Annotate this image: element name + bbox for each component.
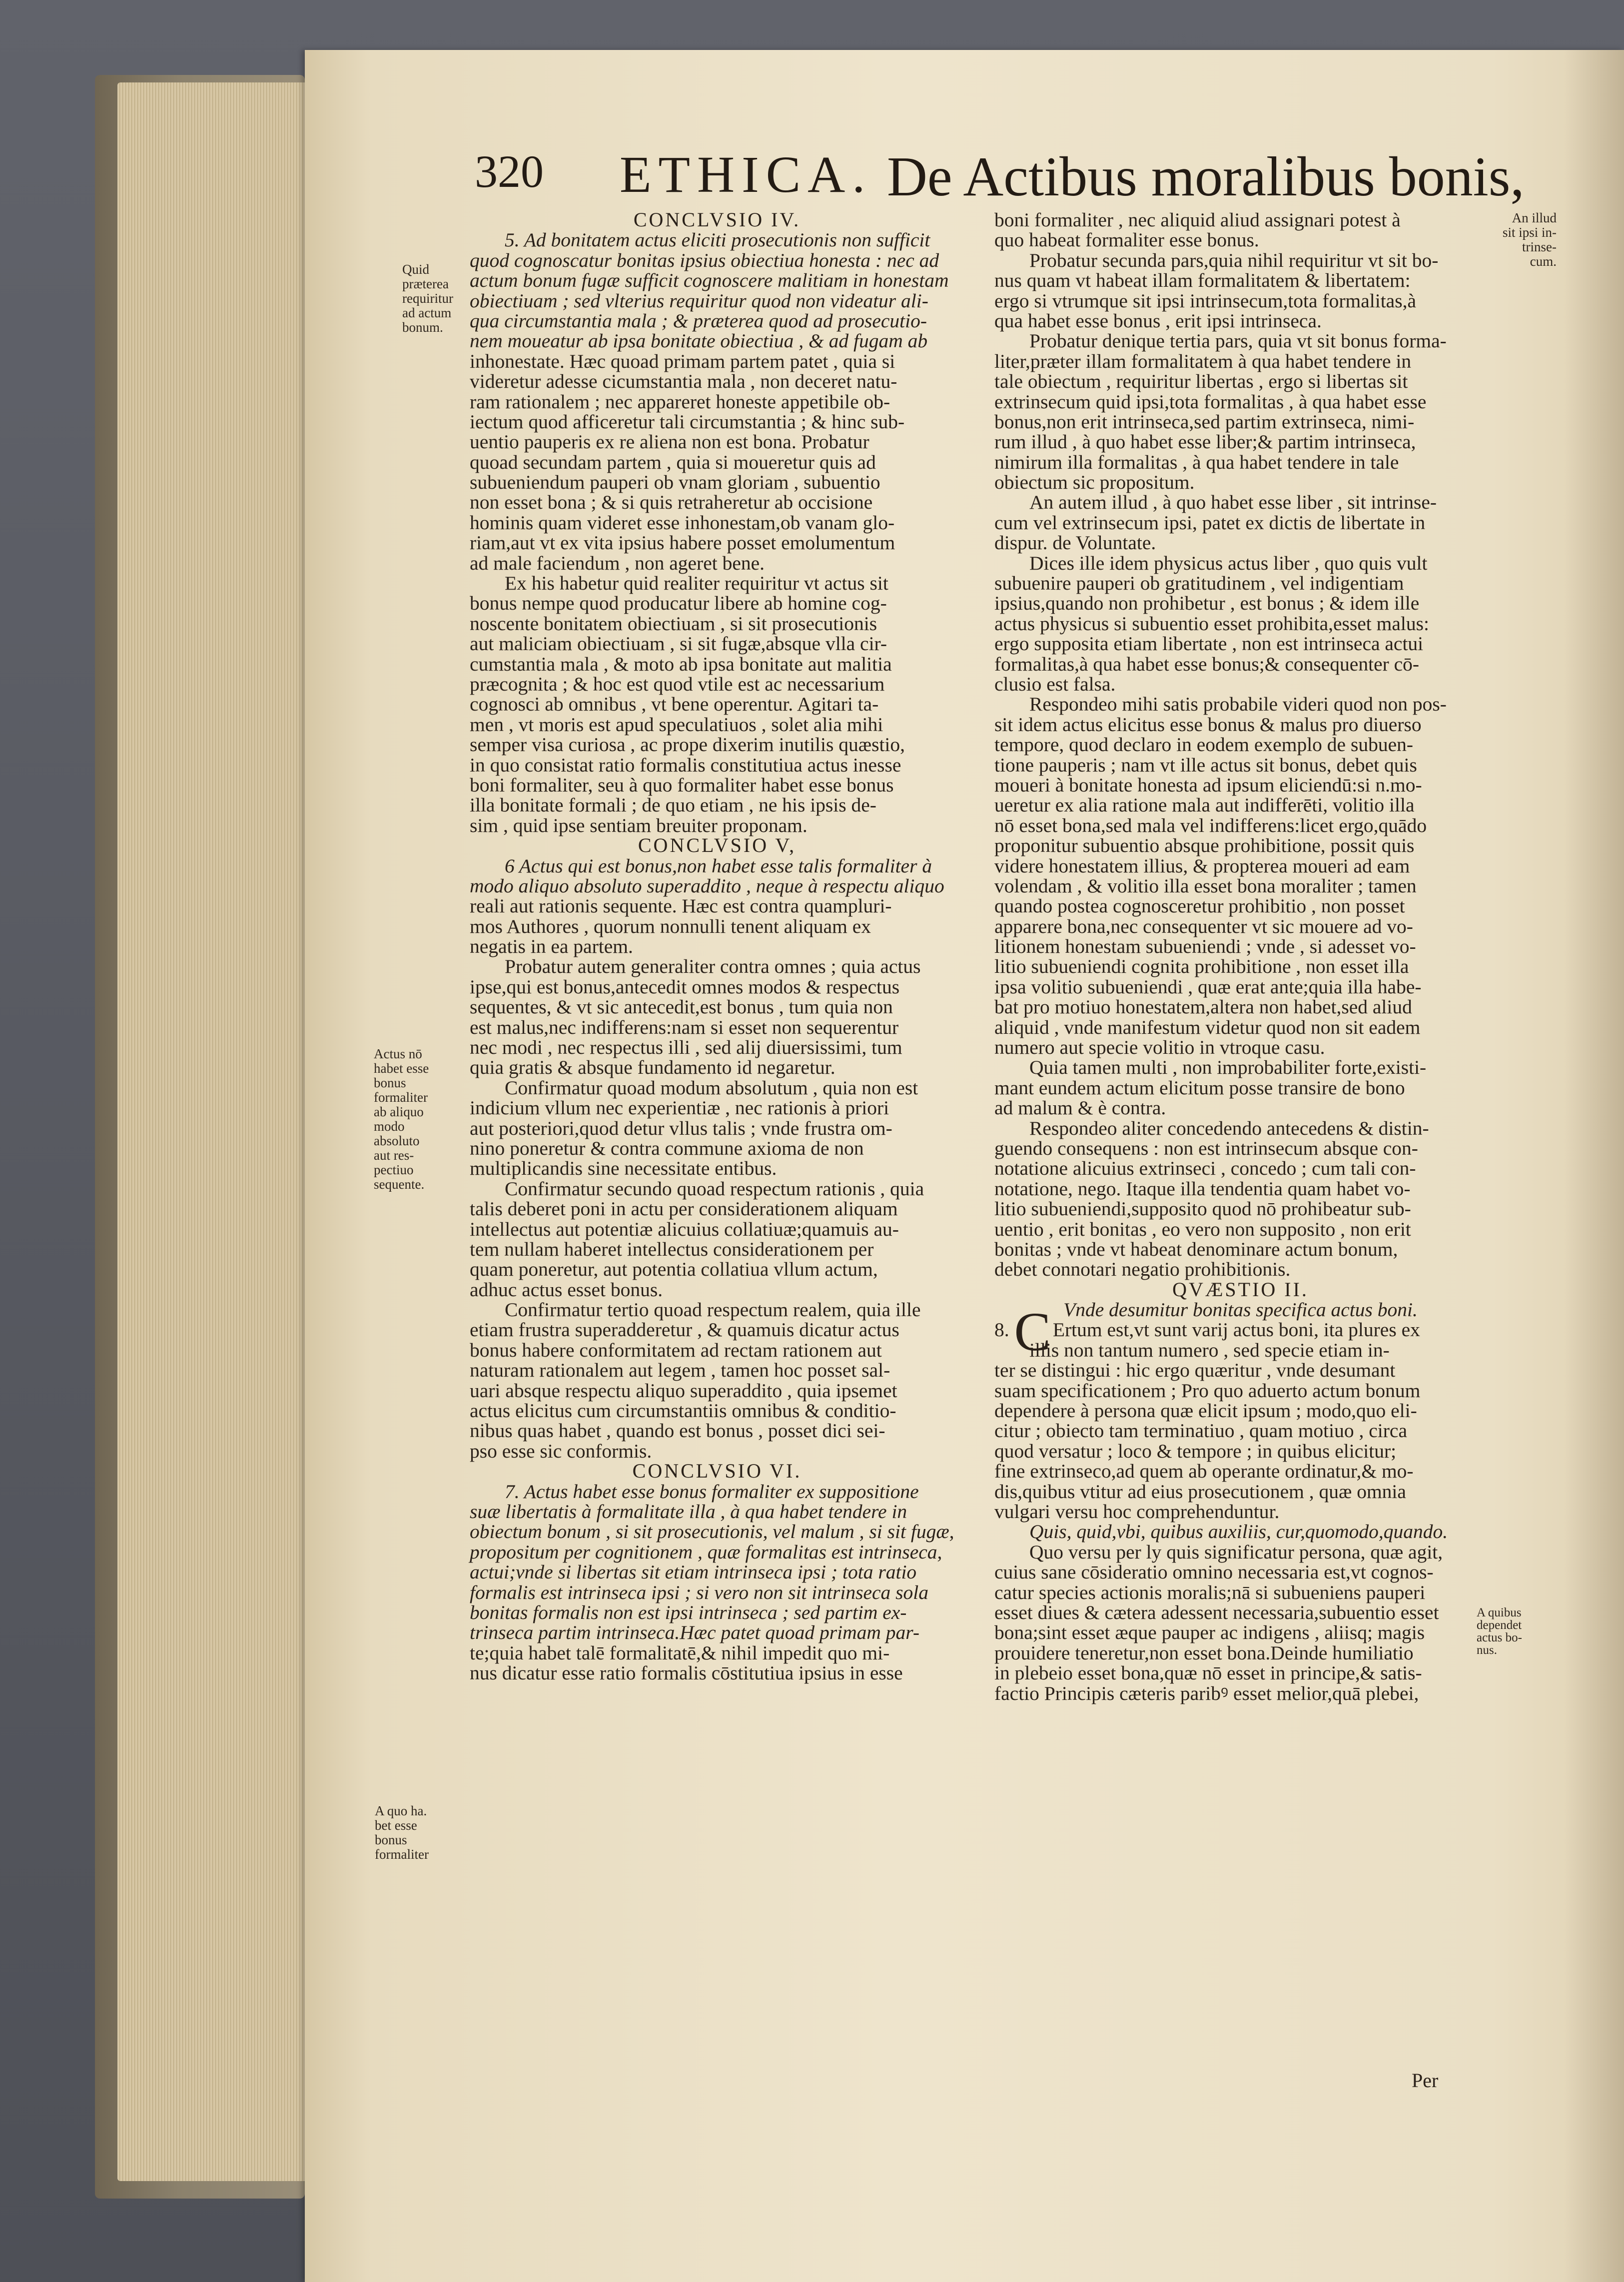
text-line: nibus quas habet , quando est bonus , posset dici sei- [470, 1420, 885, 1442]
margin-note-a-quo [375, 1804, 465, 1862]
text-line: notatione alicuius extrinseci , concedo ; cum tali con- [994, 1157, 1416, 1180]
text-line: volendam , & volitio illa esset bona moraliter ; tamen [994, 874, 1417, 897]
text-line: hominis quam videret esse inhonestam,ob vanam glo- [470, 511, 895, 534]
text-line: cum vel extrinsecum ipsi, patet ex dictis de libertate in [994, 511, 1426, 534]
margin-note-line: requiritur [402, 291, 453, 306]
text-line: quo habeat formaliter esse bonus. [994, 229, 1259, 251]
text-line: cumstantia mala , & moto ab ipsa bonitate aut malitia [470, 653, 892, 675]
text-line: litionem honestam subueniendi ; vnde , si adesset vo- [994, 935, 1416, 958]
text-line: factio Principis cæteris paribꝰ esset melior,quā plebei, [994, 1682, 1419, 1704]
text-line: Probatur denique tertia pars, quia vt sit bonus forma- [1029, 330, 1447, 352]
margin-note-line: cum. [1530, 254, 1557, 269]
text-line: litio subueniendi,supposito quod nō prohibeatur sub- [994, 1198, 1411, 1220]
text-line: obiectum bonum , si sit prosecutionis, vel malum , si sit fugæ, [470, 1521, 954, 1543]
text-line: bonus habere conformitatem ad rectam rationem aut [470, 1339, 882, 1361]
text-line: ipsa volitio subueniendi , quæ erat ante;quia illa habe- [994, 975, 1422, 998]
text-line: Quo versu per ly quis significatur persona, quæ agit, [1029, 1540, 1443, 1563]
text-line: 7. Actus habet esse bonus formaliter ex suppositione [505, 1480, 919, 1503]
margin-note-line: formaliter [375, 1847, 429, 1862]
text-line: iectum quod afficeretur tali circumstantia ; & hinc sub- [470, 410, 905, 433]
text-line: est malus,nec indifferens:nam si esset non sequerentur [470, 1016, 899, 1038]
text-line: Respondeo aliter concedendo antecedens & distin- [1029, 1117, 1429, 1139]
text-line: noscente bonitatem obiectiuam , si sit prosecutionis [470, 612, 877, 635]
text-line: pso esse sic conformis. [470, 1440, 652, 1462]
text-line: 5. Ad bonitatem actus eliciti prosecutionis non sufficit [505, 229, 930, 251]
margin-note-line: bonus [375, 1832, 407, 1847]
text-line: QVÆSTIO II. [1172, 1278, 1309, 1301]
page-gutter-shadow [1564, 50, 1624, 2282]
running-head-left: ETHICA. [620, 146, 872, 203]
margin-note-line: sit ipsi in- [1502, 225, 1557, 240]
margin-note-line: habet esse [374, 1061, 429, 1076]
text-line: uentio , erit bonitas , eo vero non supposito , non erit [994, 1218, 1411, 1240]
text-line: An autem illud , à quo habet esse liber , sit intrinse- [1029, 491, 1437, 514]
text-line: vulgari versu hoc comprehenduntur. [994, 1501, 1280, 1522]
text-line: qua habet esse bonus , erit ipsi intrinseca. [994, 309, 1322, 332]
text-line: tempore, quod declaro in eodem exemplo de subuen- [994, 734, 1414, 756]
text-line: Probatur secunda pars,quia nihil requiritur vt sit bo- [1029, 249, 1439, 271]
text-line: ergo supposita etiam libertate , non est intrinseca actui [994, 633, 1424, 655]
page-block-edges [117, 82, 327, 2181]
text-line: dependere à persona quæ elicit ipsum ; modo,quo eli- [994, 1400, 1417, 1422]
text-line: indicium vllum nec experientiæ , nec rationis à priori [470, 1097, 889, 1119]
text-line: intellectus aut potentiæ alicuius collatiuæ;quamuis au- [470, 1218, 899, 1240]
text-line: formalis est intrinseca ipsi ; si vero non sit intrinseca sola [470, 1581, 928, 1603]
text-line: cognosci ab omnibus , vt bene operentur. Agitari ta- [470, 693, 879, 716]
text-line: esset diues & cætera adessent necessaria,subuentio esset [994, 1601, 1439, 1623]
text-line: bonus,non erit intrinseca,sed partim extrinseca, nimi- [994, 410, 1415, 433]
text-line: tale obiectum , requiritur libertas , ergo si libertas sit [994, 370, 1408, 393]
text-line: reali aut rationis sequente. Hæc est contra quampluri- [470, 895, 892, 917]
margin-note-line: actus bo- [1477, 1631, 1522, 1644]
text-line: mos Authores , quorum nonnulli tenent aliquam ex [470, 915, 871, 937]
text-line: negatis in ea partem. [470, 935, 633, 958]
text-line: ad malum & è contra. [994, 1097, 1166, 1119]
text-line: Confirmatur secundo quoad respectum rationis , quia [505, 1177, 924, 1200]
margin-note-line: bonum. [402, 320, 443, 335]
text-line: ad male faciendum , non ageret bene. [470, 552, 765, 574]
text-line: CONCLVSIO VI. [632, 1460, 802, 1483]
text-line: sequentes, & vt sic antecedit,est bonus , tum quia non [470, 996, 893, 1018]
text-line: litio subueniendi cognita prohibitione , non esset illa [994, 955, 1409, 978]
text-line: bonus nempe quod producatur libere ab homine cog- [470, 592, 887, 615]
text-line: bonitas ; vnde vt habeat denominare actum bonum, [994, 1238, 1398, 1260]
text-line: Quia tamen multi , non improbabiliter forte,existi- [1029, 1056, 1427, 1079]
margin-note-line: ad actum [402, 305, 452, 320]
margin-note-line: An illud [1512, 210, 1557, 225]
text-line: tione pauperis ; nam vt ille actus sit bonus, debet quis [994, 754, 1417, 776]
margin-note-actus-non [374, 1047, 464, 1192]
text-line: apparere bona,nec consequenter vt sic mouere ad vo- [994, 915, 1413, 937]
text-line: catur species actionis moralis;nā si subueniens pauperi [994, 1581, 1426, 1603]
text-line: sit idem actus elicitus esse bonus & malus pro diuerso [994, 713, 1422, 736]
text-line: ipse,qui est bonus,antecedit omnes modos & respectus [470, 975, 900, 998]
text-line: 6 Actus qui est bonus,non habet esse talis formaliter à [505, 854, 932, 877]
text-line: guendo consequens : non est intrinsecum absque con- [994, 1137, 1418, 1159]
text-line: Dices ille idem physicus actus liber , quo quis vult [1029, 552, 1428, 574]
text-line: dispur. de Voluntate. [994, 532, 1156, 554]
text-line: quod versatur ; loco & tempore ; in quibus elicitur; [994, 1440, 1397, 1462]
text-line: notatione, nego. Itaque illa tendentia quam habet vo- [994, 1177, 1411, 1200]
text-line: formalitas,à qua habet esse bonus;& consequenter cō- [994, 653, 1420, 675]
text-line: etiam frustra superadderetur , & quamuis dicatur actus [470, 1319, 899, 1341]
catchword: Per [1412, 2069, 1439, 2092]
text-line: nus quam vt habeat illam formalitatem & libertatem: [994, 269, 1411, 292]
text-line: actum bonum fugæ sufficit cognoscere malitiam in honestam [470, 269, 949, 292]
text-line: aut posteriori,quod detur vllus talis ; vnde frustra om- [470, 1117, 892, 1139]
text-line: liter,præter illam formalitatem à qua habet tendere in [994, 350, 1412, 372]
text-line: prouidere teneretur,non esset bona.Deinde humiliatio [994, 1641, 1414, 1664]
text-line: proponitur subuentio absque prohibitione, possit quis [994, 834, 1415, 857]
text-line: qua circumstantia mala ; & præterea quod ad prosecutio- [470, 309, 927, 332]
margin-note-a-quibus [1477, 1606, 1552, 1656]
text-line: non esset bona ; & si quis retraheretur ab occisione [470, 491, 873, 514]
text-line: ram rationalem ; nec appareret honeste appetibile ob- [470, 390, 890, 413]
text-line: adhuc actus esset bonus. [470, 1278, 663, 1301]
text-line: aut maliciam obiectiuam , si sit fugæ,absque vlla cir- [470, 633, 887, 655]
text-line: obiectum sic propositum. [994, 471, 1195, 494]
text-line: moueri à bonitate honesta ad ipsum eliciendū:si n.mo- [994, 773, 1422, 796]
text-line: talis deberet poni in actu per considerationem aliquam [470, 1198, 898, 1220]
text-line: sim , quid ipse sentiam breuiter proponam. [470, 814, 808, 836]
margin-note-line: pectiuo [374, 1162, 414, 1177]
text-line: nō esset bona,sed mala vel indifferens:licet ergo,quādo [994, 814, 1427, 836]
margin-note-line: absoluto [374, 1133, 420, 1148]
text-line: obiectiuam ; sed vlterius requiritur quod non videatur ali- [470, 289, 928, 312]
margin-note-line: trinse- [1522, 239, 1557, 254]
text-line: Respondeo mihi satis probabile videri quod non pos- [1029, 693, 1447, 716]
text-line: trinseca partim intrinseca.Hæc patet quoad primam par- [470, 1621, 919, 1644]
text-line: Confirmatur quoad modum absolutum , quia non est [505, 1076, 918, 1099]
text-line: Ex his habetur quid realiter requiritur vt actus sit [505, 572, 888, 595]
text-line: boni formaliter, seu à quo formaliter habet esse bonus [470, 773, 894, 796]
text-line: fine extrinseco,ad quem ab operante ordinatur,& mo- [994, 1460, 1414, 1483]
text-line: riam,aut vt ex vita ipsius habere posset emolumentum [470, 532, 895, 554]
text-line: citur ; obiecto tam terminatiuo , quam motiuo , circa [994, 1420, 1407, 1442]
text-line: illa bonitate formali ; de quo etiam , ne his ipsis de- [470, 794, 876, 816]
margin-note-line: A quibus [1477, 1606, 1522, 1619]
text-line: ipsius,quando non prohibetur , est bonus ; & idem ille [994, 592, 1420, 615]
running-head-right: De Actibus moralibus bonis, [887, 146, 1525, 208]
text-line: extrinsecum quid ipsi,tota formalitas , à qua habet esse [994, 390, 1427, 413]
margin-note-line: Actus nō [374, 1046, 422, 1061]
text-line: subuenire pauperi ob gratitudinem , vel indigentiam [994, 572, 1404, 595]
text-line: actus physicus si subuentio esset prohibita,esset malus: [994, 612, 1429, 635]
margin-note-line: aut res- [374, 1148, 414, 1163]
text-line: debet connotari negatio prohibitionis. [994, 1258, 1291, 1281]
text-line: aliquid , vnde manifestum videtur quod non sit eadem [994, 1016, 1421, 1038]
text-line: nec modi , nec respectus illi , sed alij diuersissimi, tum [470, 1036, 902, 1059]
margin-note-line: bonus [374, 1075, 406, 1090]
text-line: quando postea cognosceretur prohibitio , non posset [994, 895, 1405, 917]
text-line: Quis, quid,vbi, quibus auxiliis, cur,quomodo,quando. [1029, 1521, 1448, 1543]
margin-note-line: Quid [402, 262, 429, 277]
left-column [470, 210, 964, 1683]
text-line: quam poneretur, aut potentia collatiua vllum actum, [470, 1258, 878, 1281]
text-line: Probatur autem generaliter contra omnes ; quia actus [505, 955, 921, 978]
text-line: multiplicandis sine necessitate entibus. [470, 1157, 777, 1180]
text-line: naturam rationalem aut legem , tamen hoc posset sal- [470, 1359, 890, 1382]
text-line: Confirmatur tertio quoad respectum realem, quia ille [505, 1299, 921, 1321]
text-line: videretur adesse cicumstantia mala , non deceret natu- [470, 370, 897, 393]
margin-note-line: bet esse [375, 1818, 417, 1833]
text-line: clusio est falsa. [994, 673, 1116, 695]
margin-note-line: ab aliquo [374, 1104, 424, 1119]
text-line: rum illud , à quo habet esse liber;& partim intrinseca, [994, 431, 1416, 453]
text-line: 8. C Ertum est,vt sunt varij actus boni, ita plures ex [994, 1301, 1420, 1363]
margin-note-line: sequente. [374, 1177, 425, 1192]
text-line: nimirum illa formalitas , à qua habet tendere in tale [994, 451, 1399, 473]
text-line: semper visa curiosa , ac prope dixerim inutilis quæstio, [470, 734, 905, 756]
text-line: præcognita ; & hoc est quod vtile est ac necessarium [470, 673, 885, 695]
text-line: mant eundem actum elicitum posse transire de bono [994, 1076, 1405, 1099]
text-line: CONCLVSIO V, [638, 834, 797, 857]
text-line: inhonestate. Hæc quoad primam partem patet , quia si [470, 350, 895, 372]
margin-note-line: formaliter [374, 1090, 428, 1105]
margin-note-line: modo [374, 1119, 405, 1134]
text-line: boni formaliter , nec aliquid aliud assignari potest à [994, 209, 1401, 231]
text-line: nino poneretur & contra commune axioma de non [470, 1137, 864, 1159]
text-line: bonitas formalis non est ipsi intrinseca ; sed partim ex- [470, 1601, 907, 1623]
text-line: actui;vnde si libertas sit etiam intrinseca ipsi ; tota ratio [470, 1561, 917, 1583]
margin-note-line: A quo ha. [375, 1803, 427, 1818]
text-line: men , vt moris est apud speculatiuos , solet alia mihi [470, 713, 883, 736]
text-line: cuius sane cōsideratio omnino necessaria est,vt cognos- [994, 1561, 1434, 1583]
text-line: ergo si vtrumque sit ipsi intrinsecum,tota formalitas,à [994, 289, 1416, 312]
page-number: 320 [475, 146, 544, 197]
text-line: bona;sint esset æque pauper ac indigens , aliisq; magis [994, 1621, 1425, 1644]
text-line: modo aliquo absoluto superaddito , neque à respectu aliquo [470, 874, 944, 897]
right-column [994, 210, 1487, 1703]
margin-note-line: dependet [1477, 1618, 1522, 1632]
margin-note-an-illud [1487, 211, 1557, 269]
text-line: CONCLVSIO IV. [633, 208, 801, 231]
text-line: dis,quibus vtitur ad eius prosecutionem , quæ omnia [994, 1480, 1406, 1503]
text-line: suæ libertatis à formalitate illa , à qua habet tendere in [470, 1501, 907, 1522]
margin-note-line: præterea [402, 276, 449, 291]
text-line: videre honestatem illius, & propterea moueri ad eam [994, 854, 1410, 877]
text-line: subueniendum pauperi ob vnam gloriam , subuentio [470, 471, 880, 494]
margin-note-line: nus. [1477, 1643, 1497, 1657]
text-line: quia gratis & absque fundamento id negaretur. [470, 1056, 835, 1079]
text-line: quoad secundam partem , quia si moueretur quis ad [470, 451, 876, 473]
text-line: te;quia habet talē formalitatē,& nihil impedit quo mi- [470, 1641, 890, 1664]
margin-note-quid [402, 262, 477, 335]
text-line: nus dicatur esse ratio formalis cōstitutiua ipsius in esse [470, 1662, 903, 1684]
text-line: in quo consistat ratio formalis constitutiua actus inesse [470, 754, 901, 776]
text-line: illis non tantum numero , sed specie etiam in- [1029, 1339, 1390, 1361]
text-line: in plebeio esset bona,quæ nō esset in principe,& satis- [994, 1662, 1422, 1684]
text-line: suam specificationem ; Pro quo aduerto actum bonum [994, 1379, 1421, 1402]
text-line: propositum per cognitionem , quæ formalitas est intrinseca, [470, 1540, 942, 1563]
text-line: nem moueatur ab ipsa bonitate obiectiua , & ad fugam ab [470, 330, 928, 352]
text-line: ueretur ex alia ratione mala aut indifferēti, volitio illa [994, 794, 1415, 816]
text-line: Vnde desumitur bonitas specifica actus boni. [1063, 1299, 1418, 1321]
text-line: numero aut specie volitio in vtroque casu. [994, 1036, 1325, 1059]
text-line: quod cognoscatur bonitas ipsius obiectiua honesta : nec ad [470, 249, 939, 271]
text-line: bat pro motiuo honestatem,altera non habet,sed aliud [994, 996, 1412, 1018]
text-line: actus elicitus cum circumstantiis omnibus & conditio- [470, 1400, 896, 1422]
text-line: ter se distingui : hic ergo quæritur , vnde desumant [994, 1359, 1396, 1382]
text-line: tem nullam haberet intellectus considerationem per [470, 1238, 874, 1260]
text-line: uentio pauperis ex re aliena non est bona. Probatur [470, 431, 869, 453]
text-line: uari absque respectu aliquo superaddito , quia ipsemet [470, 1379, 897, 1402]
